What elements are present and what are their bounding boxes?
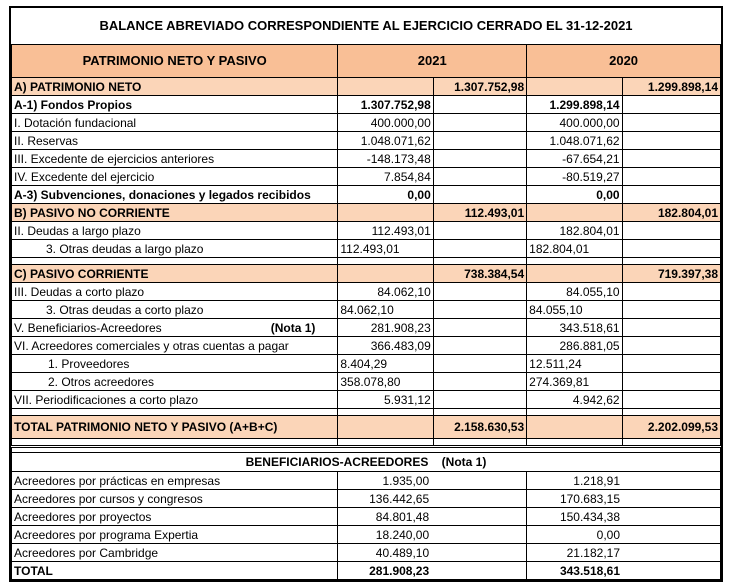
value-cell [622, 337, 720, 355]
beneficiarios-total-2020: 343.518,61 [527, 562, 721, 580]
table-row [12, 391, 721, 409]
beneficiarios-title-text: BENEFICIARIOS-ACREEDORES [245, 455, 429, 469]
value-cell [622, 319, 720, 337]
beneficiarios-total-2021: 281.908,23 [338, 562, 527, 580]
row-label: II. Deudas a largo plazo [12, 222, 338, 240]
row-label: VII. Periodificaciones a corto plazo [12, 391, 338, 409]
value-cell: 4.942,62 [527, 391, 622, 409]
value-cell [433, 373, 526, 391]
value-cell: 112.493,01 [338, 222, 433, 240]
value-cell: 343.518,61 [527, 319, 622, 337]
value-cell: 1.299.898,14 [527, 96, 622, 114]
value-cell [622, 283, 720, 301]
value-cell: 1.048.071,62 [338, 132, 433, 150]
row-label: Acreedores por proyectos [12, 508, 338, 526]
table-row [12, 301, 721, 319]
total-label: TOTAL PATRIMONIO NETO Y PASIVO (A+B+C) [12, 416, 338, 439]
value-cell [433, 355, 526, 373]
table-row [12, 265, 721, 283]
row-label: Acreedores por cursos y congresos [12, 490, 338, 508]
row-label: III. Deudas a corto plazo [12, 283, 338, 301]
value-cell: 0,00 [338, 186, 433, 204]
nota-reference: (Nota 1) [270, 320, 316, 335]
value-cell: 84.062,10 [338, 283, 433, 301]
value-cell: 281.908,23 [338, 319, 433, 337]
table-row [12, 508, 721, 526]
value-cell: 358.078,80 [338, 373, 433, 391]
row-label: A) PATRIMONIO NETO [12, 78, 338, 96]
value-cell: 286.881,05 [527, 337, 622, 355]
table-row [12, 319, 721, 337]
value-cell: 0,00 [527, 526, 721, 544]
value-cell [527, 265, 622, 283]
value-cell [433, 283, 526, 301]
beneficiarios-title-row [12, 453, 721, 472]
value-cell: 182.804,01 [527, 222, 622, 240]
table-row [12, 373, 721, 391]
value-cell [433, 114, 526, 132]
table-row [12, 132, 721, 150]
value-cell: 12.511,24 [527, 355, 622, 373]
value-cell [433, 186, 526, 204]
value-cell [433, 319, 526, 337]
row-label: 2. Otros acreedores [12, 373, 338, 391]
value-cell: 18.240,00 [338, 526, 527, 544]
table-row [12, 240, 721, 258]
value-cell [622, 150, 720, 168]
table-row [12, 472, 721, 490]
value-cell [433, 222, 526, 240]
column-header-2021: 2021 [338, 45, 527, 78]
balance-sheet [9, 6, 723, 582]
table-row [12, 337, 721, 355]
value-cell: 5.931,12 [338, 391, 433, 409]
value-cell [433, 96, 526, 114]
value-cell [433, 150, 526, 168]
value-cell: -80.519,27 [527, 168, 622, 186]
row-label: Acreedores por prácticas en empresas [12, 472, 338, 490]
beneficiarios-nota: (Nota 1) [441, 455, 487, 469]
value-cell [622, 240, 720, 258]
value-cell [622, 96, 720, 114]
value-cell: 1.048.071,62 [527, 132, 622, 150]
table-row [12, 283, 721, 301]
value-cell [622, 222, 720, 240]
value-cell: 1.935,00 [338, 472, 527, 490]
table-row [12, 114, 721, 132]
row-label: 1. Proveedores [12, 355, 338, 373]
value-cell [622, 132, 720, 150]
table-row [12, 96, 721, 114]
value-cell: 170.683,15 [527, 490, 721, 508]
value-cell: 7.854,84 [338, 168, 433, 186]
table-row [12, 150, 721, 168]
value-cell [622, 186, 720, 204]
row-label: 3. Otras deudas a corto plazo [12, 301, 338, 319]
value-cell: 274.369,81 [527, 373, 622, 391]
row-label: 3. Otras deudas a largo plazo [12, 240, 338, 258]
balance-table [11, 8, 721, 580]
grand-total-row [12, 416, 721, 439]
column-header-2020: 2020 [527, 45, 721, 78]
value-cell: 400.000,00 [338, 114, 433, 132]
value-cell [433, 337, 526, 355]
beneficiarios-total-label: TOTAL [12, 562, 338, 580]
value-cell: 112.493,01 [433, 204, 526, 222]
beneficiarios-title [12, 453, 721, 472]
value-cell: -67.654,21 [527, 150, 622, 168]
value-cell: 136.442,65 [338, 490, 527, 508]
row-label: Acreedores por programa Expertia [12, 526, 338, 544]
value-cell: 1.307.752,98 [338, 96, 433, 114]
value-cell: 84.801,48 [338, 508, 527, 526]
row-label: II. Reservas [12, 132, 338, 150]
table-row [12, 544, 721, 562]
value-cell: -148.173,48 [338, 150, 433, 168]
value-cell: 84.062,10 [338, 301, 433, 319]
value-cell [527, 204, 622, 222]
value-cell [433, 132, 526, 150]
table-row [12, 78, 721, 96]
row-label-text: V. Beneficiarios-Acreedores [14, 320, 162, 335]
column-header-label: PATRIMONIO NETO Y PASIVO [12, 45, 338, 78]
value-cell [433, 301, 526, 319]
row-label: I. Dotación fundacional [12, 114, 338, 132]
value-cell [338, 204, 433, 222]
value-cell: 8.404,29 [338, 355, 433, 373]
value-cell [622, 168, 720, 186]
value-cell [622, 114, 720, 132]
table-row [12, 355, 721, 373]
row-label: A-1) Fondos Propios [12, 96, 338, 114]
value-cell: 182.804,01 [527, 240, 622, 258]
row-label [12, 319, 338, 337]
row-label: IV. Excedente del ejercicio [12, 168, 338, 186]
table-row [12, 490, 721, 508]
value-cell: 366.483,09 [338, 337, 433, 355]
row-label: Acreedores por Cambridge [12, 544, 338, 562]
value-cell: 738.384,54 [433, 265, 526, 283]
value-cell: 1.307.752,98 [433, 78, 526, 96]
value-cell [622, 391, 720, 409]
value-cell [338, 265, 433, 283]
row-label: C) PASIVO CORRIENTE [12, 265, 338, 283]
value-cell [433, 240, 526, 258]
row-label: III. Excedente de ejercicios anteriores [12, 150, 338, 168]
value-cell [527, 78, 622, 96]
value-cell [622, 373, 720, 391]
value-cell [433, 168, 526, 186]
value-cell: 1.299.898,14 [622, 78, 720, 96]
value-cell: 0,00 [527, 186, 622, 204]
beneficiarios-total-row [12, 562, 721, 580]
total-2020: 2.202.099,53 [622, 416, 720, 439]
value-cell [622, 355, 720, 373]
value-cell: 84.055,10 [527, 301, 622, 319]
value-cell [433, 391, 526, 409]
table-row [12, 186, 721, 204]
table-row [12, 526, 721, 544]
value-cell: 84.055,10 [527, 283, 622, 301]
value-cell [338, 78, 433, 96]
value-cell: 112.493,01 [338, 240, 433, 258]
table-row [12, 168, 721, 186]
row-label: A-3) Subvenciones, donaciones y legados recibidos [12, 186, 338, 204]
value-cell: 400.000,00 [527, 114, 622, 132]
value-cell: 719.397,38 [622, 265, 720, 283]
table-row [12, 204, 721, 222]
value-cell: 182.804,01 [622, 204, 720, 222]
value-cell: 1.218,91 [527, 472, 721, 490]
row-label: VI. Acreedores comerciales y otras cuentas a pagar [12, 337, 338, 355]
total-2021: 2.158.630,53 [433, 416, 526, 439]
row-label: B) PASIVO NO CORRIENTE [12, 204, 338, 222]
value-cell [622, 301, 720, 319]
document-title: BALANCE ABREVIADO CORRESPONDIENTE AL EJERCICIO CERRADO EL 31-12-2021 [12, 8, 721, 45]
table-row [12, 222, 721, 240]
value-cell: 150.434,38 [527, 508, 721, 526]
value-cell: 21.182,17 [527, 544, 721, 562]
value-cell: 40.489,10 [338, 544, 527, 562]
